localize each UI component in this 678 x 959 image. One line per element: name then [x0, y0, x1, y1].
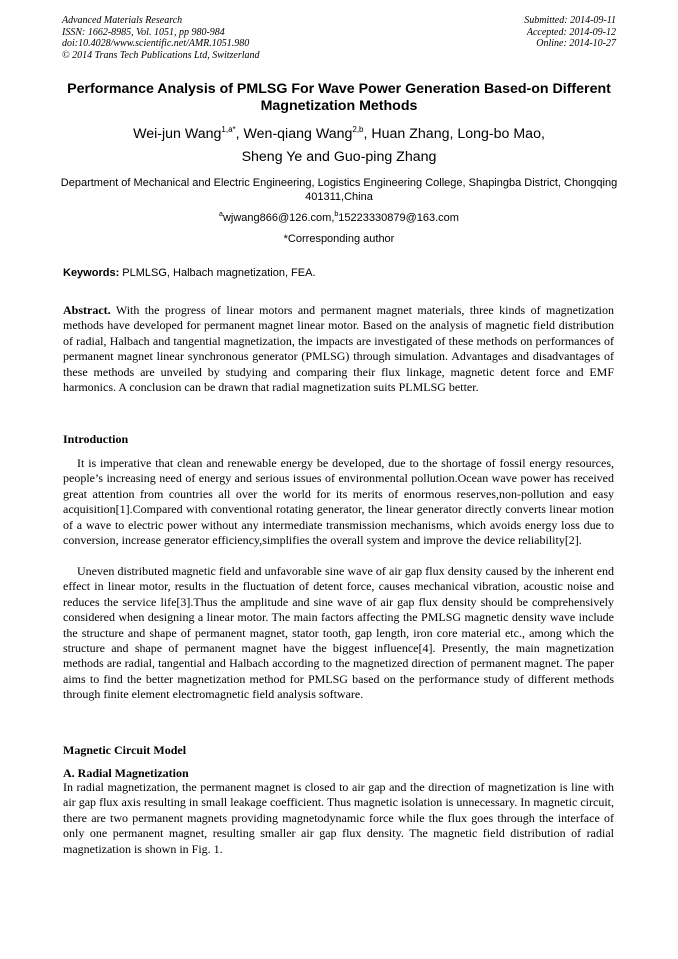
- author-names: , Huan Zhang, Long-bo Mao,: [363, 126, 545, 142]
- author-line-2: Sheng Ye and Guo-ping Zhang: [241, 149, 437, 165]
- corresponding-author-note: *Corresponding author: [283, 233, 395, 245]
- header-left: [62, 15, 260, 61]
- header-right: [524, 15, 616, 50]
- subsection-heading-radial: A. Radial Magnetization: [63, 766, 189, 780]
- submitted-date: Submitted: 2014-09-11: [524, 15, 616, 26]
- email-sup: b: [334, 211, 339, 218]
- keywords: [63, 266, 615, 280]
- paragraph: It is imperative that clean and renewable energy be developed, due to the shortage of fossil energy resources, people’s increasing need of energy and serious issues of environmental pollution.Ocean wave power has received great attention from countries all over the world for its merits of enormous reserves,non-pollution and easy acquisition[1].Compared with conventional rotating generator, the linear generator directly converts linear motion of a wave to electric power without any intermediate transmission mechanisms, which avoids energy loss due to conversion, increase generator efficiency,simplifies the overall system and improve the device reliability[2].: [63, 456, 614, 548]
- author-affil-sup: 2,b: [352, 125, 364, 134]
- journal-issn: ISSN: 1662-8985, Vol. 1051, pp 980-984: [62, 26, 225, 38]
- author-name: Wei-jun Wang: [133, 126, 222, 142]
- abstract-label: Abstract.: [63, 303, 111, 317]
- author-affil-sup: 1,a*: [221, 125, 236, 134]
- email-link[interactable]: 15223330879@163.com: [338, 212, 459, 224]
- author-line-1: [40, 123, 638, 146]
- author-name: Wen-qiang Wang: [243, 126, 353, 142]
- paper-title: Performance Analysis of PMLSG For Wave Power Generation Based-on Different Magnetization Methods: [67, 81, 611, 114]
- abstract: [63, 303, 614, 395]
- journal-copyright: © 2014 Trans Tech Publications Ltd, Switzerland: [62, 49, 260, 61]
- author-emails: [40, 211, 638, 225]
- author-separator: ,: [235, 126, 244, 142]
- journal-doi[interactable]: doi:10.4028/www.scientific.net/AMR.1051.980: [62, 38, 250, 49]
- section-heading-magnetic-circuit: Magnetic Circuit Model: [63, 743, 187, 757]
- paragraph: In radial magnetization, the permanent magnet is closed to air gap and the direction of magnetization is line with air gap flux axis resulting in small leakage coefficient. Thus magnetic isolation is unnecessary. In magnetic circuit, there are two permanent magnets providing magnetodynamic force while the flux goes through the interface of only one permanent magnet, resulting smaller air gap flux density. The magnetic field distribution of radial magnetization is shown in Fig. 1.: [63, 780, 614, 856]
- paragraph: Uneven distributed magnetic field and unfavorable sine wave of air gap flux density caused by the inherent end effect in linear motor, results in the fluctuation of detent force, causes mechanical vibration, acoustic noise and reduces the service life[3].Thus the amplitude and sine wave of air gap flux density should be comprehensively considered when designing a linear motor. The main factors affecting the PMLSG magnetic density wave include the structure and shape of permanent magnet, stator tooth, gap length, iron core material etc., among which the structure and shape of permanent magnet have the biggest influence[4]. Presently, the main magnetization methods are radial, tangential and Halbach according to the magnetized direction of permanent magnet. The paper aims to find the better magnetization method for PMLSG based on the performance study of different methods through finite element electromagnetic field analysis software.: [63, 564, 614, 702]
- keywords-label: Keywords:: [63, 267, 120, 279]
- abstract-text: With the progress of linear motors and permanent magnet materials, three kinds of magnetization methods have developed for permanent magnet linear motor. Based on the analysis of magnetic field distribution of radial, Halbach and tangential magnetization, the impacts are investigated of these methods on performances of permanent magnet linear synchronous generator (PMLSG) through simulation. Advantages and disadvantages of these methods are unveiled by studying and comparing their flux linkage, magnetic detent force and EMF harmonics. A conclusion can be drawn that radial magnetization suits PLMLSG better.: [63, 303, 614, 395]
- email-link[interactable]: wjwang866@126.com,: [222, 212, 335, 224]
- email-sup: a: [219, 211, 223, 218]
- accepted-date: Accepted: 2014-09-12: [526, 26, 616, 38]
- section-heading-introduction: Introduction: [63, 432, 129, 446]
- affiliation: Department of Mechanical and Electric Engineering, Logistics Engineering College, Shapingba District, Chongqing 401311,China: [60, 177, 618, 203]
- author-list: [40, 123, 638, 169]
- keywords-text: PLMLSG, Halbach magnetization, FEA.: [119, 267, 316, 279]
- journal-name: Advanced Materials Research: [62, 15, 183, 26]
- online-date: Online: 2014-10-27: [536, 38, 616, 49]
